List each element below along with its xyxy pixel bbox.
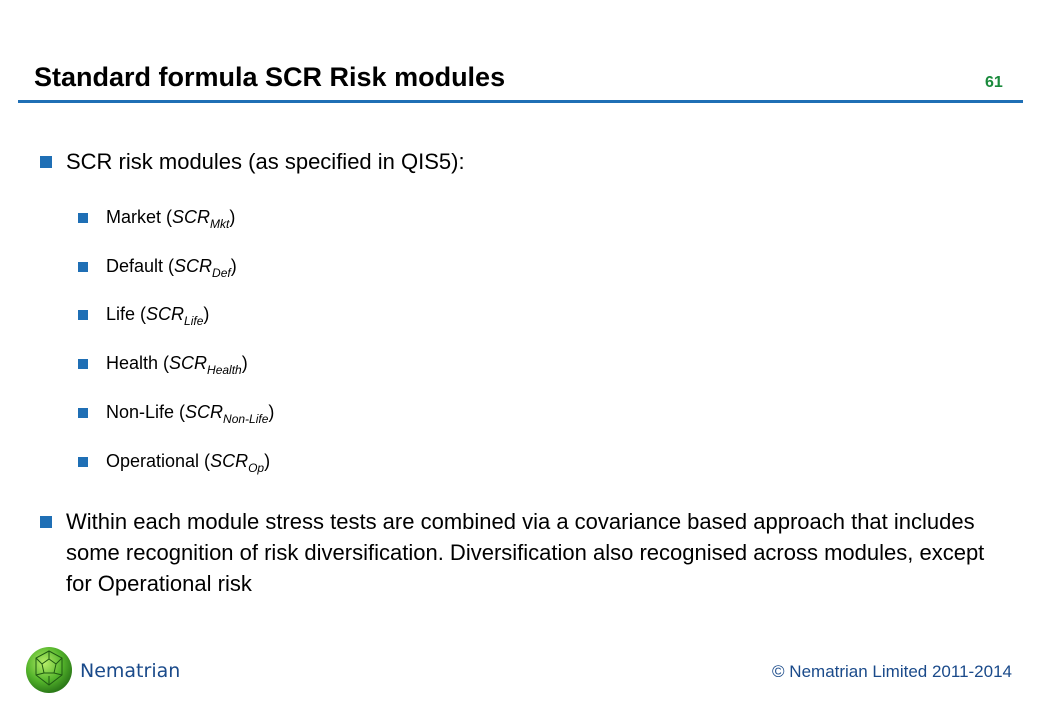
module-label: Non-Life ( — [106, 402, 186, 422]
copyright: © Nematrian Limited 2011-2014 — [772, 662, 1012, 681]
module-label: Default ( — [106, 256, 175, 276]
brand-name: Nematrian — [80, 660, 181, 682]
module-label: Operational ( — [106, 451, 211, 471]
bullet-square-icon — [78, 408, 88, 418]
title-divider — [18, 100, 1023, 103]
page-number: 61 — [985, 74, 1003, 91]
module-label: Market ( — [106, 207, 173, 227]
module-variable: $SCR_{Non-Life}$ — [185, 402, 269, 426]
module-item-operational: Operational $(SCR_{Op})$ — [78, 449, 270, 480]
module-item-life: Life $(SCR_{Life})$ — [78, 302, 209, 333]
module-item-market: Market $(SCR_{Mkt})$ — [78, 205, 235, 236]
nematrian-logo-icon — [24, 645, 74, 695]
bullet-square-icon — [78, 213, 88, 223]
bullet-square-icon — [78, 359, 88, 369]
module-item-health: Health $(SCR_{Health})$ — [78, 351, 248, 382]
bullet-square-icon — [40, 516, 52, 528]
module-variable: $SCR_{Mkt}$ — [172, 207, 230, 231]
bullet-square-icon — [78, 457, 88, 467]
module-item-default: Default $(SCR_{Def})$ — [78, 254, 237, 285]
module-label: Life ( — [106, 304, 147, 324]
bullet-diversification — [40, 506, 986, 599]
module-label: Health ( — [106, 353, 170, 373]
slide-title: Standard formula SCR Risk modules — [34, 62, 506, 92]
module-variable: $SCR_{Op}$ — [210, 451, 265, 475]
bullet-intro — [40, 146, 465, 177]
module-variable: $SCR_{Def}$ — [174, 256, 231, 280]
module-variable: $SCR_{Life}$ — [146, 304, 204, 328]
bullet-diversification-text: Within each module stress tests are combined via a covariance based approach that includes some recognition of risk diversification. Diversification also recognised across modules, except for Operational risk — [66, 509, 985, 596]
module-variable: $SCR_{Health}$ — [169, 353, 242, 377]
bullet-square-icon — [40, 156, 52, 168]
module-item-non-life: Non-Life $(SCR_{Non-Life})$ — [78, 400, 274, 431]
bullet-square-icon — [78, 310, 88, 320]
bullet-intro-text: SCR risk modules (as specified in QIS5): — [66, 149, 465, 174]
bullet-square-icon — [78, 262, 88, 272]
